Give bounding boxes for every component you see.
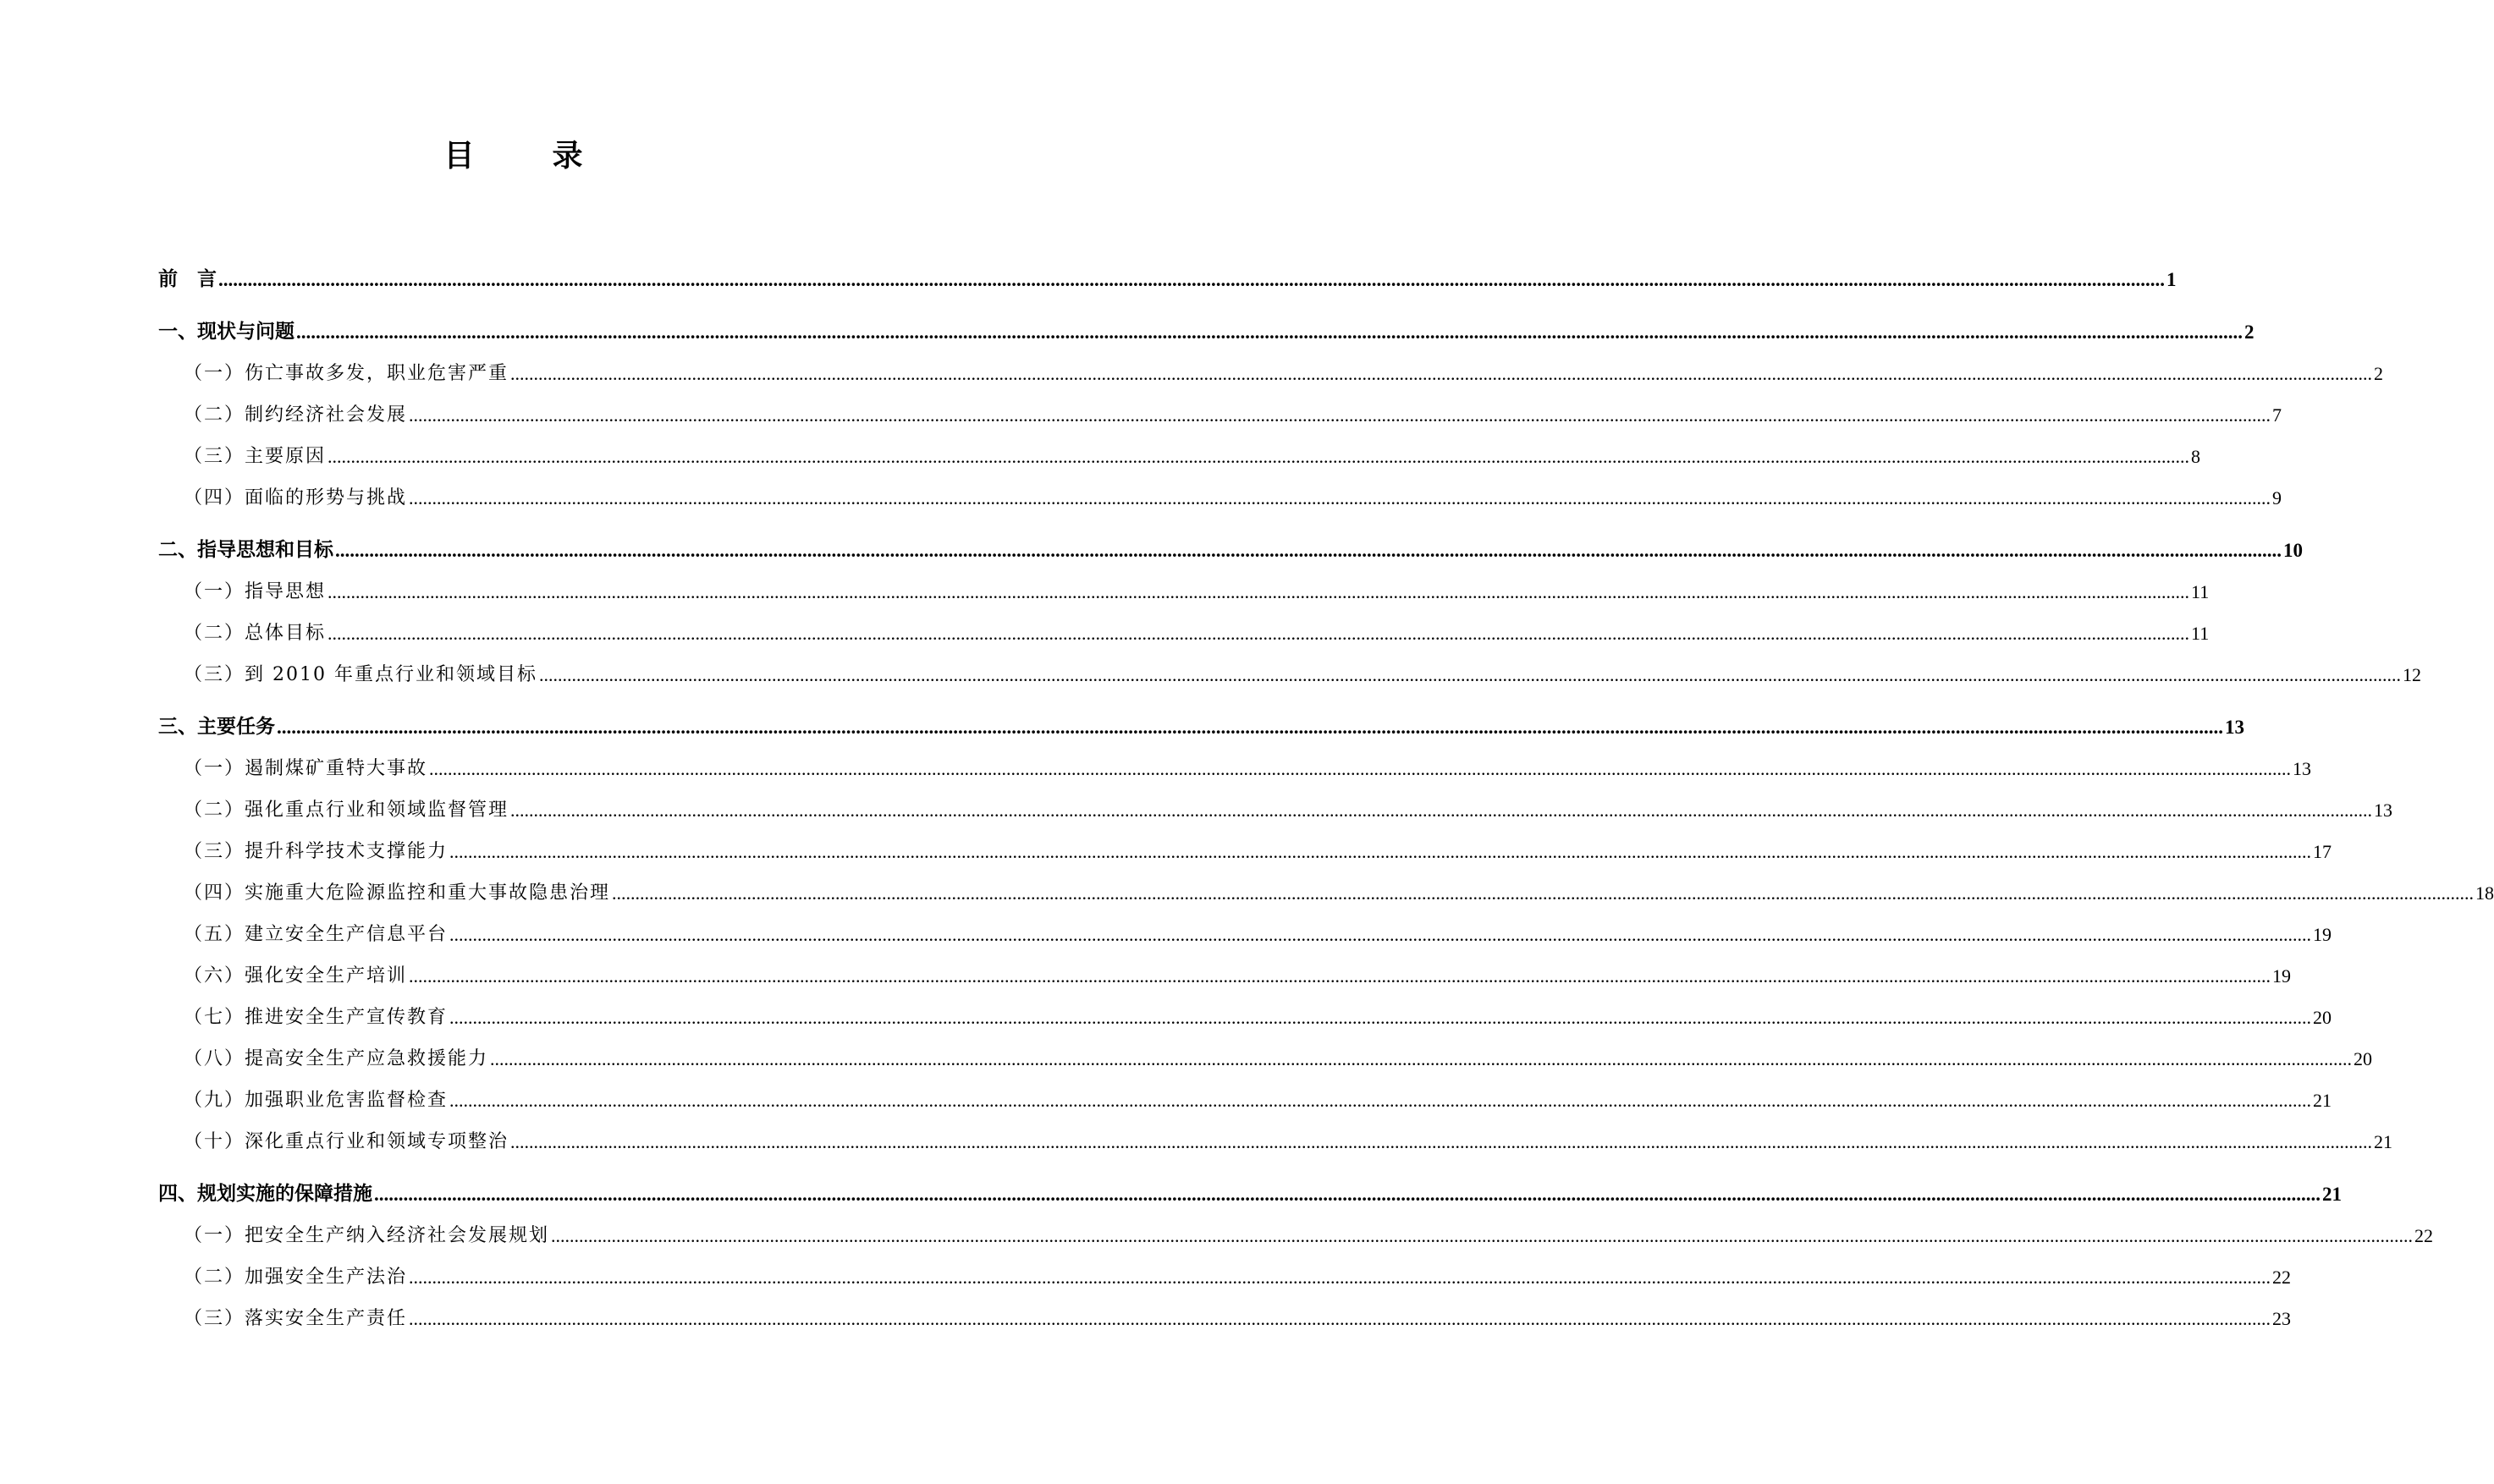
toc-dot-leader: ................................................................................................................................................................................................................................................................................................................................................................................................................ [277,717,2223,738]
toc-entry-label: （十）深化重点行业和领域专项整治 [184,1131,509,1152]
toc-dot-leader: ................................................................................................................................................................................................................................................................................................................................................................................................................ [409,487,2271,508]
toc-page-number: 1 [2166,269,2177,290]
toc-page-number: 10 [2283,540,2303,561]
toc-dot-leader: ................................................................................................................................................................................................................................................................................................................................................................................................................ [335,540,2282,561]
toc-dot-leader: ................................................................................................................................................................................................................................................................................................................................................................................................................ [510,363,2373,384]
toc-dot-leader: ................................................................................................................................................................................................................................................................................................................................................................................................................ [449,1007,2312,1028]
toc-page-number: 11 [2191,581,2210,602]
toc-page-number: 22 [2414,1225,2434,1246]
toc-subsection-entry[interactable] [158,1112,2393,1153]
toc-page-number: 8 [2191,446,2201,467]
toc-dot-leader: ................................................................................................................................................................................................................................................................................................................................................................................................................ [328,581,2190,602]
toc-subsection-entry[interactable] [158,1247,2292,1289]
toc-page-number: 20 [2313,1007,2332,1028]
toc-entry-label: （二）总体目标 [184,623,327,644]
toc-section-entry[interactable] [158,291,2255,344]
toc-section-entry[interactable] [158,509,2303,562]
toc-page-number: 19 [2313,924,2332,945]
toc-dot-leader: ................................................................................................................................................................................................................................................................................................................................................................................................................ [490,1048,2353,1069]
toc-subsection-entry[interactable] [158,946,2292,987]
toc-dot-leader: ................................................................................................................................................................................................................................................................................................................................................................................................................ [551,1225,2414,1246]
toc-entry-label: （三）到 2010 年重点行业和领域目标 [184,664,537,685]
toc-subsection-entry[interactable] [158,863,2494,904]
toc-page-number: 21 [2374,1131,2393,1152]
toc-subsection-entry[interactable] [158,739,2312,780]
toc-page-number: 12 [2402,664,2421,685]
toc-section-entry[interactable] [158,1153,2342,1206]
toc-dot-leader: ................................................................................................................................................................................................................................................................................................................................................................................................................ [328,446,2190,467]
toc-entry-label: 三、主要任务 [158,716,275,738]
toc-subsection-entry[interactable] [158,562,2210,603]
toc-page-number: 19 [2272,965,2292,987]
toc-dot-leader: ................................................................................................................................................................................................................................................................................................................................................................................................................ [538,664,2401,685]
toc-dot-leader: ................................................................................................................................................................................................................................................................................................................................................................................................................ [409,404,2271,426]
toc-entry-label: （六）强化安全生产培训 [184,965,408,987]
toc-dot-leader: ................................................................................................................................................................................................................................................................................................................................................................................................................ [612,882,2475,904]
toc-subsection-entry[interactable] [158,645,2421,686]
toc-subsection-entry[interactable] [158,385,2282,426]
toc-entry-label: （四）面临的形势与挑战 [184,487,408,508]
table-of-contents [158,239,2494,1330]
toc-page-number: 2 [2374,363,2384,384]
toc-entry-label: （七）推进安全生产宣传教育 [184,1007,449,1028]
toc-entry-label: （五）建立安全生产信息平台 [184,924,449,945]
toc-dot-leader: ................................................................................................................................................................................................................................................................................................................................................................................................................ [409,1267,2271,1288]
toc-entry-label: （一）把安全生产纳入经济社会发展规划 [184,1225,550,1246]
toc-page-number: 21 [2313,1090,2332,1111]
toc-dot-leader: ................................................................................................................................................................................................................................................................................................................................................................................................................ [409,1308,2271,1329]
toc-entry-label: 前 言 [158,268,217,290]
toc-dot-leader: ................................................................................................................................................................................................................................................................................................................................................................................................................ [429,758,2292,779]
toc-section-entry[interactable] [158,686,2244,739]
toc-entry-label: （一）遏制煤矿重特大事故 [184,758,428,779]
toc-dot-leader: ................................................................................................................................................................................................................................................................................................................................................................................................................ [374,1184,2321,1205]
toc-page-number: 2 [2244,322,2255,343]
toc-dot-leader: ................................................................................................................................................................................................................................................................................................................................................................................................................ [449,1090,2312,1111]
toc-dot-leader: ................................................................................................................................................................................................................................................................................................................................................................................................................ [449,924,2312,945]
toc-dot-leader: ................................................................................................................................................................................................................................................................................................................................................................................................................ [218,269,2165,290]
toc-dot-leader: ................................................................................................................................................................................................................................................................................................................................................................................................................ [510,1131,2373,1152]
toc-page-number: 21 [2322,1184,2342,1205]
toc-entry-label: 四、规划实施的保障措施 [158,1183,372,1205]
toc-entry-label: （三）落实安全生产责任 [184,1308,408,1329]
toc-subsection-entry[interactable] [158,1029,2373,1070]
toc-entry-label: （二）制约经济社会发展 [184,404,408,426]
toc-entry-label: 二、指导思想和目标 [158,539,333,561]
toc-subsection-entry[interactable] [158,822,2332,863]
toc-subsection-entry[interactable] [158,1289,2292,1330]
toc-page-number: 18 [2475,882,2494,904]
toc-subsection-entry[interactable] [158,1070,2332,1112]
toc-subsection-entry[interactable] [158,603,2210,645]
toc-entry-label: （二）加强安全生产法治 [184,1267,408,1288]
toc-entry-label: （三）主要原因 [184,446,327,467]
toc-entry-label: （一）指导思想 [184,581,327,602]
toc-entry-label: （一）伤亡事故多发，职业危害严重 [184,363,509,384]
toc-entry-label: （九）加强职业危害监督检查 [184,1090,449,1111]
toc-dot-leader: ................................................................................................................................................................................................................................................................................................................................................................................................................ [449,841,2312,862]
toc-page-number: 7 [2272,404,2282,426]
toc-dot-leader: ................................................................................................................................................................................................................................................................................................................................................................................................................ [409,965,2271,987]
toc-page-number: 23 [2272,1308,2292,1329]
toc-page-number: 9 [2272,487,2282,508]
toc-page-number: 13 [2374,800,2393,821]
toc-entry-label: （四）实施重大危险源监控和重大事故隐患治理 [184,882,611,904]
toc-subsection-entry[interactable] [158,987,2332,1029]
toc-dot-leader: ................................................................................................................................................................................................................................................................................................................................................................................................................ [510,800,2373,821]
toc-subsection-entry[interactable] [158,780,2393,822]
toc-subsection-entry[interactable] [158,1206,2434,1247]
toc-entry-label: （八）提高安全生产应急救援能力 [184,1048,489,1069]
toc-section-entry[interactable] [158,239,2177,291]
toc-subsection-entry[interactable] [158,468,2282,509]
toc-page-number: 13 [2225,717,2244,738]
toc-dot-leader: ................................................................................................................................................................................................................................................................................................................................................................................................................ [328,623,2190,644]
toc-subsection-entry[interactable] [158,344,2384,385]
toc-dot-leader: ................................................................................................................................................................................................................................................................................................................................................................................................................ [296,322,2243,343]
page-title: 目 录 [443,139,607,173]
toc-subsection-entry[interactable] [158,904,2332,946]
toc-page-number: 11 [2191,623,2210,644]
toc-subsection-entry[interactable] [158,426,2201,468]
toc-page-number: 20 [2354,1048,2373,1069]
toc-page-number: 17 [2313,841,2332,862]
toc-page-number: 13 [2293,758,2312,779]
toc-entry-label: 一、现状与问题 [158,321,295,343]
toc-page-number: 22 [2272,1267,2292,1288]
toc-entry-label: （二）强化重点行业和领域监督管理 [184,800,509,821]
toc-entry-label: （三）提升科学技术支撑能力 [184,841,449,862]
